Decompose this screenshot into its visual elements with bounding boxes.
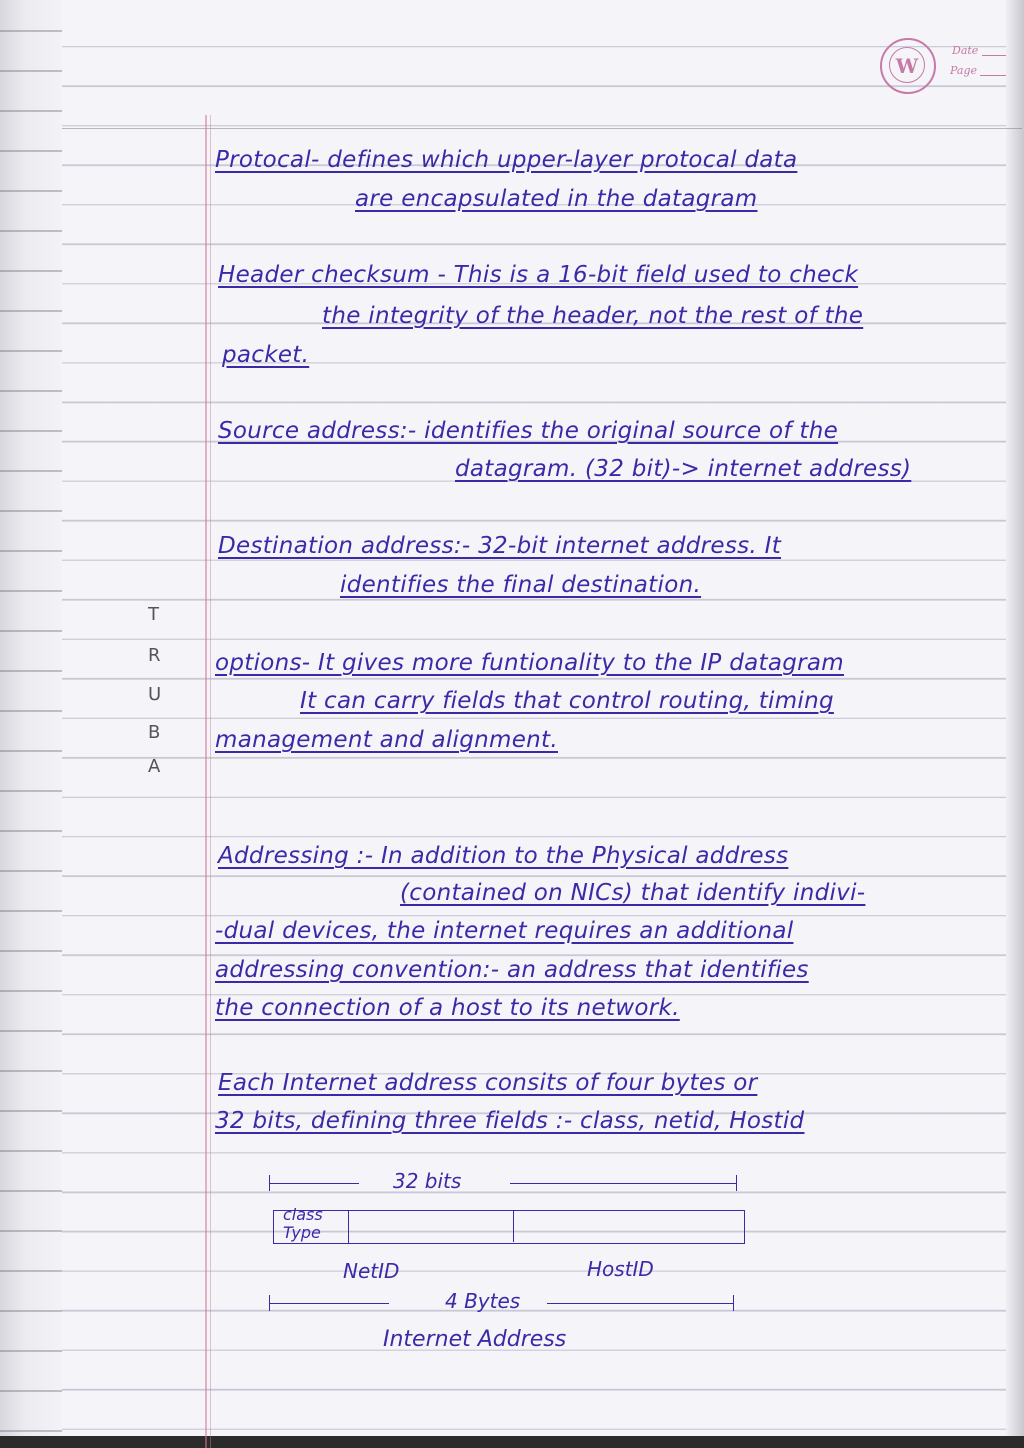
- note-line-addressing-5: the connection of a host to its network.: [215, 995, 680, 1021]
- note-line-internet-address-2: 32 bits, defining three fields :- class, netid, Hostid: [215, 1108, 805, 1134]
- note-line-protocol: Protocal- defines which upper-layer protocal data: [215, 147, 798, 173]
- note-line-options-end: management and alignment.: [215, 727, 558, 753]
- brand-stamp-letter: W: [895, 54, 919, 78]
- netid-hostid-divider: [513, 1210, 514, 1242]
- note-line-destination-cont: identifies the final destination.: [340, 572, 702, 598]
- page-bottom-edge: [0, 1436, 1024, 1448]
- brand-stamp-inner: [889, 47, 925, 83]
- margin-line: [205, 115, 207, 1448]
- page-right-edge: [1006, 0, 1024, 1448]
- hostid-label: HostID: [587, 1257, 654, 1281]
- margin-line-secondary: [210, 115, 211, 1448]
- brand-stamp-logo: [880, 38, 936, 94]
- type-label: Type: [283, 1223, 321, 1242]
- bytes-span-line-right: [547, 1303, 733, 1304]
- bytes-span-right-tick: [733, 1295, 734, 1311]
- note-line-destination: Destination address:- 32-bit internet address. It: [218, 533, 782, 559]
- note-line-checksum-cont: the integrity of the header, not the rest of the: [322, 303, 864, 329]
- note-line-protocol-cont: are encapsulated in the datagram: [355, 186, 758, 212]
- note-line-checksum: Header checksum - This is a 16-bit field used to check: [218, 262, 859, 288]
- side-letter-r: R: [148, 645, 161, 666]
- binding-holes: [0, 0, 62, 1448]
- side-letter-a: A: [148, 756, 161, 777]
- note-line-checksum-end: packet.: [222, 342, 310, 368]
- note-line-options: options- It gives more funtionality to the IP datagram: [215, 650, 844, 676]
- date-label: Date: [952, 44, 979, 57]
- bytes-span-line-left: [269, 1303, 389, 1304]
- netid-label: NetID: [343, 1259, 400, 1283]
- side-letter-b: B: [148, 722, 161, 743]
- note-line-options-cont: It can carry fields that control routing, timing: [300, 688, 834, 714]
- note-line-source: Source address:- identifies the original source of the: [218, 418, 839, 444]
- note-line-addressing: Addressing :- In addition to the Physical address: [218, 843, 789, 869]
- top-span-label: 32 bits: [393, 1169, 462, 1193]
- date-rule: [982, 55, 1006, 56]
- note-line-internet-address: Each Internet address consits of four bytes or: [218, 1070, 758, 1096]
- class-label: class: [283, 1205, 323, 1224]
- note-line-addressing-2: (contained on NICs) that identify indivi-: [400, 880, 866, 906]
- top-span-line-left: [269, 1183, 359, 1184]
- note-line-addressing-3: -dual devices, the internet requires an additional: [215, 918, 794, 944]
- side-letter-t: T: [148, 604, 159, 625]
- diagram-caption: Internet Address: [383, 1327, 567, 1352]
- side-letter-u: U: [148, 684, 162, 705]
- note-line-source-cont: datagram. (32 bit)-> internet address): [455, 456, 912, 482]
- top-span-line-right: [510, 1183, 736, 1184]
- note-line-addressing-4: addressing convention:- an address that identifies: [215, 957, 809, 983]
- top-span-right-tick: [736, 1175, 737, 1191]
- internet-address-diagram: [265, 1165, 745, 1365]
- page-number-label: Page: [950, 64, 978, 77]
- bytes-span-label: 4 Bytes: [445, 1289, 521, 1313]
- page-rule: [980, 75, 1006, 76]
